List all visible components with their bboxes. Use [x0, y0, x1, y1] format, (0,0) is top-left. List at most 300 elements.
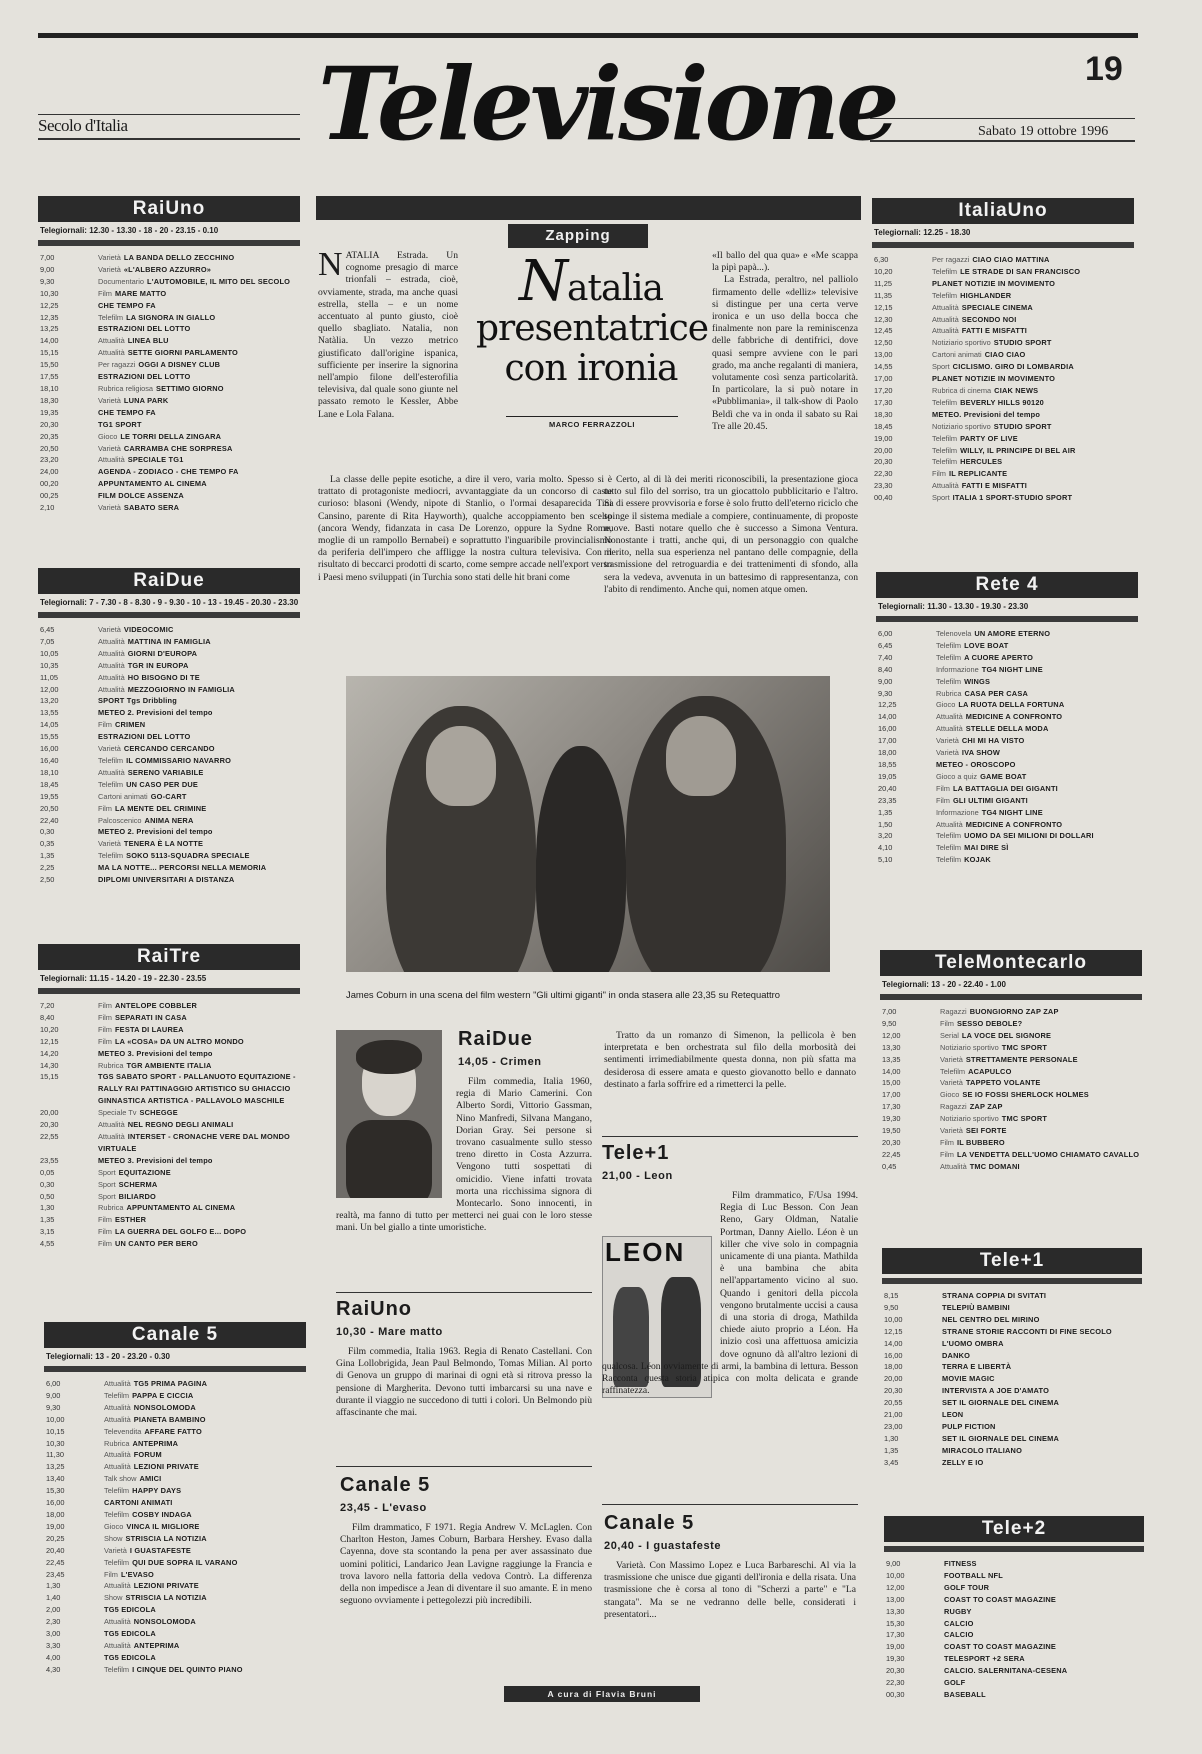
- program-title: Attualità ANTEPRIMA: [104, 1640, 180, 1650]
- program-time: 9,00: [40, 264, 55, 274]
- program-list: [872, 254, 1134, 504]
- program-row: [880, 1101, 1142, 1113]
- program-genre: Film: [940, 1018, 954, 1028]
- program-row: [872, 373, 1134, 385]
- program-title: Talk show AMICI: [104, 1474, 162, 1484]
- program-title: Televendita AFFARE FATTO: [104, 1426, 202, 1436]
- program-title: Attualità SETTE GIORNI PARLAMENTO: [98, 348, 238, 358]
- program-row: [38, 1238, 300, 1250]
- program-title: TERRA E LIBERTÀ: [942, 1362, 1012, 1372]
- program-time: 1,50: [878, 819, 893, 829]
- program-genre: Film: [940, 1149, 954, 1159]
- program-time: 9,00: [46, 1390, 61, 1400]
- program-title: METEO 2. Previsioni del tempo: [98, 827, 213, 837]
- program-genre: Varietà: [98, 839, 121, 849]
- program-row: [884, 1582, 1144, 1594]
- program-title: Sport EQUITAZIONE: [98, 1167, 171, 1177]
- program-title: Film ESTHER: [98, 1215, 147, 1225]
- program-title: INTERVISTA A JOE D'AMATO: [942, 1386, 1050, 1396]
- program-title: Attualità TMC DOMANI: [940, 1161, 1020, 1171]
- program-time: 17,00: [874, 374, 893, 384]
- program-time: 7,40: [878, 652, 893, 662]
- program-title: Speciale Tv SCHEGGE: [98, 1108, 178, 1118]
- review-slot: 14,05 - Crimen: [458, 1056, 542, 1068]
- article-column-1: [318, 246, 458, 421]
- program-row: [38, 1071, 300, 1107]
- program-genre: Attualità: [932, 302, 959, 312]
- program-list: [38, 252, 300, 514]
- program-time: 20,00: [40, 1108, 59, 1118]
- program-row: [44, 1569, 306, 1581]
- program-row: [38, 1131, 300, 1155]
- program-time: 3,45: [884, 1457, 899, 1467]
- program-title: Varietà LUNA PARK: [98, 395, 169, 405]
- program-row: [876, 676, 1138, 688]
- program-time: 12,50: [874, 338, 893, 348]
- program-genre: Gioco: [104, 1521, 124, 1531]
- article-text: Certo, al di là dei meriti riconoscibili, la presentazione gioca tutto sul filo del sorriso, tra un giocattolo pubblicitario e l'altro. Sa di essere provvisoria e forse è solo frutto dell'eterno riciclo che spinge il sistema mediale a compiere, continuamente, di proposte nuove. Basti notare quello che è successo a Simona Ventura. Nonostante i tratti, anche qui, di un personaggio con qualche merito, nella sua esperienza nel pantano delle compagnie, della trasmissione del retroguardia e dei trattenimenti di sfondo, alla sera la vedeva, avvenuta in un battesimo di rappresentanza, con l'abito di rendimento. Anche qui, nomen atque omen.: [604, 474, 858, 595]
- review-channel: Canale 5: [340, 1474, 431, 1496]
- program-genre: Attualità: [932, 314, 959, 324]
- program-time: 20,40: [46, 1545, 65, 1555]
- program-title: Attualità MATTINA IN FAMIGLIA: [98, 636, 211, 646]
- program-genre: Telefilm: [104, 1509, 130, 1519]
- program-row: [44, 1640, 306, 1652]
- channel-header: Tele+1: [882, 1248, 1142, 1274]
- program-genre: Notiziario sportivo: [940, 1114, 999, 1124]
- program-time: 23,30: [874, 481, 893, 491]
- program-title: Telefilm UN CASO PER DUE: [98, 779, 199, 789]
- program-title: Attualità SERENO VARIABILE: [98, 767, 204, 777]
- program-title: Film SEPARATI IN CASA: [98, 1012, 187, 1022]
- review-text-continued: Tratto da un romanzo di Simenon, la pellicola è ben interpretata e ben orchestrata sul filo della morbosità dei sentimenti irrimediabilmente questa donna, non più sfatta ma desiderosa di essere amata e questo giovanotto bello e dannato destinato a farla soffrire ed a rimetterci la pelle.: [604, 1030, 856, 1090]
- program-time: 17,20: [874, 385, 893, 395]
- program-time: 23,45: [46, 1569, 65, 1579]
- review-text: Film drammatico, F/Usa 1994. Regia di Luc Besson. Con Jean Reno, Gary Oldman, Natalie Portman, Danny Aiello. Léon è un killer che vive solo in compagnia unicamente di una pianta. Mathilda è una bambina che abita nell'appartamento vicino al suo. Quando i genitori della piccola vengono brutalmente uccisi a causa di una storia di droga, Mathilda chiede aiuto proprio a Léon. Ha inizio così una affettuosa amicizia dove ognuno dà all'altro lezioni di qualcosa. Léon ovviamente di armi, la bambina di lettura. Besson Racconta questa storia atipica con molta delicata e grande raffinatezza.: [602, 1190, 858, 1397]
- channel-telemontecarlo: [880, 950, 1142, 1173]
- divider: [38, 988, 300, 994]
- program-row: [876, 747, 1138, 759]
- program-title: Varietà IVA SHOW: [936, 748, 1001, 758]
- masthead-rule: [38, 138, 300, 140]
- program-row: [876, 688, 1138, 700]
- program-genre: Telefilm: [932, 445, 958, 455]
- program-title: Film LA BATTAGLIA DEI GIGANTI: [936, 783, 1058, 793]
- program-title: TG5 EDICOLA: [104, 1605, 156, 1615]
- program-title: Telefilm COSBY INDAGA: [104, 1509, 192, 1519]
- program-row: [880, 1113, 1142, 1125]
- program-title: METEO 3. Previsioni del tempo: [98, 1155, 213, 1165]
- program-time: 10,00: [886, 1570, 905, 1580]
- program-genre: Serial: [940, 1030, 959, 1040]
- program-row: [872, 325, 1134, 337]
- program-genre: Film: [932, 469, 946, 479]
- program-time: 15,00: [882, 1078, 901, 1088]
- program-row: [884, 1570, 1144, 1582]
- program-time: 15,15: [40, 348, 59, 358]
- program-time: 13,00: [886, 1594, 905, 1604]
- program-title: Film LA MENTE DEL CRIMINE: [98, 803, 207, 813]
- divider: [38, 240, 300, 246]
- program-title: TELEPIÙ BAMBINI: [942, 1302, 1010, 1312]
- program-time: 19,00: [886, 1642, 905, 1652]
- program-row: [44, 1652, 306, 1664]
- program-title: Ragazzi ZAP ZAP: [940, 1102, 1003, 1112]
- program-title: Telefilm KOJAK: [936, 855, 991, 865]
- review-slot: 21,00 - Leon: [602, 1170, 673, 1182]
- program-title: METEO - OROSCOPO: [936, 759, 1016, 769]
- program-title: Telefilm LOVE BOAT: [936, 640, 1009, 650]
- program-row: [44, 1461, 306, 1473]
- program-time: 17,55: [40, 372, 59, 382]
- channel-raiuno: [38, 196, 300, 514]
- program-time: 11,25: [874, 278, 892, 288]
- issue-date: Sabato 19 ottobre 1996: [978, 124, 1109, 139]
- program-title: Show STRISCIA LA NOTIZIA: [104, 1593, 207, 1603]
- program-title: Attualità INTERSET - CRONACHE VERE DAL MONDO VIRTUALE: [98, 1131, 291, 1153]
- program-time: 00,25: [40, 491, 59, 501]
- program-row: [872, 397, 1134, 409]
- review-slot: 23,45 - L'evaso: [340, 1502, 427, 1514]
- program-row: [38, 660, 300, 672]
- program-genre: Film: [936, 783, 950, 793]
- program-title: PULP FICTION: [942, 1421, 996, 1431]
- program-time: 22,40: [40, 815, 59, 825]
- program-time: 0,30: [40, 827, 55, 837]
- program-title: Telenovela UN AMORE ETERNO: [936, 629, 1051, 638]
- divider: [602, 1136, 858, 1137]
- program-row: [38, 826, 300, 838]
- program-row: [872, 385, 1134, 397]
- program-genre: Varietà: [936, 736, 959, 746]
- channel-italiauno: [872, 198, 1134, 504]
- program-row: [44, 1390, 306, 1402]
- program-genre: Telefilm: [104, 1390, 130, 1400]
- program-time: 13,30: [886, 1606, 905, 1616]
- program-time: 15,55: [40, 732, 59, 742]
- program-title: PLANET NOTIZIE IN MOVIMENTO: [932, 374, 1056, 384]
- masthead-rule: [870, 140, 1135, 142]
- program-title: Telefilm BEVERLY HILLS 90120: [932, 397, 1044, 407]
- program-title: Film SESSO DEBOLE?: [940, 1018, 1023, 1028]
- program-row: [38, 1167, 300, 1179]
- program-title: Telefilm HIGHLANDER: [932, 290, 1012, 300]
- article-text: La classe delle pepite esotiche, a dire il vero, varia molto. Spesso si è trattato di protagoniste mediocri, avvantaggiate da un concorso di caste curioso: blasoni (Wendy, nipote di Stanlio, o l'ormai desaparecida Tini Cansino, parente di Rita Hayworth), qualche accoppiamento ben scelto (ancora Wendy, fidanzata in casa De Lorenzo, oppure la Sydne Rome, moglie di un rampollo Bernabei) e soprattutto l'inguaribile provincialismo da periferia dell'impero che affligge la nostra cultura televisiva. Con il risultato di beccarci prodotti di scarto, come sempre accade nell'export verso i Paesi meno sviluppati (in Turchia sono stati delle hit brani come: [318, 474, 612, 583]
- program-genre: Telefilm: [936, 831, 962, 841]
- program-time: 19,55: [40, 791, 59, 801]
- headline-line: presentatrice: [476, 308, 709, 349]
- divider: [602, 1504, 858, 1505]
- program-genre: Telefilm: [936, 640, 962, 650]
- program-title: MA LA NOTTE... PERCORSI NELLA MEMORIA: [98, 863, 267, 873]
- program-time: 10,20: [40, 1024, 59, 1034]
- program-time: 17,30: [882, 1102, 901, 1112]
- program-genre: Attualità: [104, 1462, 131, 1472]
- divider: [882, 1278, 1142, 1284]
- program-title: Sport SCHERMA: [98, 1179, 158, 1189]
- program-time: 12,25: [40, 300, 59, 310]
- program-row: [38, 719, 300, 731]
- program-title: Attualità FATTI E MISFATTI: [932, 326, 1028, 336]
- program-title: Rubrica di cinema CIAK NEWS: [932, 385, 1039, 395]
- article-column-4: [604, 474, 858, 596]
- program-title: Notiziario sportivo TMC SPORT: [940, 1042, 1048, 1052]
- program-time: 9,00: [886, 1559, 901, 1568]
- program-row: [872, 492, 1134, 504]
- program-row: [44, 1545, 306, 1557]
- program-row: [876, 783, 1138, 795]
- program-title: Film IL BUBBERO: [940, 1137, 1005, 1147]
- program-row: [38, 695, 300, 707]
- program-genre: Film: [98, 1024, 112, 1034]
- program-genre: Telefilm: [936, 676, 962, 686]
- program-row: [38, 383, 300, 395]
- paper-name: Secolo d'Italia: [38, 116, 128, 135]
- program-time: 20,30: [40, 1120, 59, 1130]
- program-genre: Documentario: [98, 276, 145, 286]
- program-title: TG1 SPORT: [98, 419, 142, 429]
- program-time: 8,15: [884, 1291, 899, 1300]
- program-row: [876, 723, 1138, 735]
- program-time: 20,25: [46, 1533, 65, 1543]
- program-time: 18,45: [40, 779, 59, 789]
- program-title: Telefilm WILLY, IL PRINCIPE DI BEL AIR: [932, 445, 1076, 455]
- review-slot: 10,30 - Mare matto: [336, 1326, 443, 1338]
- program-genre: Telefilm: [932, 433, 958, 443]
- program-title: Telefilm QUI DUE SOPRA IL VARANO: [104, 1557, 238, 1567]
- program-time: 10,20: [874, 266, 893, 276]
- program-title: Telefilm MAI DIRE SÌ: [936, 843, 1009, 853]
- program-time: 17,30: [874, 397, 893, 407]
- channel-header: RaiDue: [38, 568, 300, 594]
- program-time: 12,15: [874, 302, 893, 312]
- program-row: [38, 731, 300, 743]
- program-row: [882, 1290, 1142, 1302]
- program-time: 18,30: [40, 395, 59, 405]
- program-title: Telefilm UOMO DA SEI MILIONI DI DOLLARI: [936, 831, 1094, 841]
- program-row: [44, 1592, 306, 1604]
- dropcap: N: [318, 246, 343, 283]
- program-title: APPUNTAMENTO AL CINEMA: [98, 479, 207, 489]
- program-row: [882, 1397, 1142, 1409]
- program-title: Attualità NEL REGNO DEGLI ANIMALI: [98, 1120, 234, 1130]
- program-row: [44, 1509, 306, 1521]
- program-title: Notiziario sportivo STUDIO SPORT: [932, 421, 1052, 431]
- program-time: 13,55: [40, 708, 59, 718]
- program-time: 24,00: [40, 467, 59, 477]
- program-list: [884, 1558, 1144, 1701]
- program-time: 12,30: [874, 314, 893, 324]
- program-time: 6,00: [878, 629, 893, 638]
- program-title: Attualità GIORNI D'EUROPA: [98, 648, 198, 658]
- program-title: Attualità SECONDO NOI: [932, 314, 1017, 324]
- program-time: 7,20: [40, 1001, 55, 1010]
- program-row: [38, 276, 300, 288]
- program-title: CALCIO: [944, 1630, 974, 1640]
- program-row: [44, 1438, 306, 1450]
- channel-canale5: [44, 1322, 306, 1676]
- news-times: Telegiornali: 13 - 20 - 23.20 - 0.30: [46, 1352, 170, 1361]
- program-genre: Film: [98, 803, 112, 813]
- program-time: 12,25: [878, 700, 897, 710]
- program-time: 6,30: [874, 255, 889, 264]
- program-time: 1,30: [884, 1433, 899, 1443]
- program-row: [884, 1594, 1144, 1606]
- program-row: [876, 652, 1138, 664]
- program-row: [38, 862, 300, 874]
- program-time: 20,35: [40, 431, 59, 441]
- program-row: [884, 1677, 1144, 1689]
- program-genre: Televendita: [104, 1426, 142, 1436]
- program-title: Telefilm A CUORE APERTO: [936, 652, 1034, 662]
- program-time: 8,40: [878, 664, 893, 674]
- program-time: 12,45: [874, 326, 893, 336]
- program-title: Film GLI ULTIMI GIGANTI: [936, 795, 1028, 805]
- program-genre: Telefilm: [936, 843, 962, 853]
- program-time: 13,25: [40, 324, 59, 334]
- program-title: Varietà «L'ALBERO AZZURRO»: [98, 264, 212, 274]
- program-title: FOOTBALL NFL: [944, 1570, 1003, 1580]
- program-title: AGENDA - ZODIACO - CHE TEMPO FA: [98, 467, 239, 477]
- program-genre: Show: [104, 1533, 123, 1543]
- program-row: [38, 672, 300, 684]
- program-row: [38, 407, 300, 419]
- program-row: [44, 1664, 306, 1676]
- program-genre: Film: [98, 288, 112, 298]
- program-row: [44, 1426, 306, 1438]
- program-row: [44, 1628, 306, 1640]
- masthead-rule: [38, 114, 300, 115]
- program-genre: Film: [98, 1012, 112, 1022]
- program-row: [38, 1214, 300, 1226]
- program-genre: Ragazzi: [940, 1102, 967, 1112]
- program-time: 13,40: [46, 1474, 65, 1484]
- program-title: COAST TO COAST MAGAZINE: [944, 1594, 1057, 1604]
- program-genre: Sport: [98, 1179, 116, 1189]
- program-title: Attualità LEZIONI PRIVATE: [104, 1581, 199, 1591]
- review-text: Film drammatico, F 1971. Regia Andrew V. McLaglen. Con Charlton Heston, James Coburn, Barbara Hershey. Evaso dalla Cayenna, dove sta scontando la pena per aver assassinato due uomini politici, Landarico Jean Lavigne raggiunge la Francia e trova lavoro nella fattoria della vedova Contrò. La differenza della non impedisce a Jean di diventare il suo amante. E in meno seguono ovviamente i pettegolezzi più incredibili.: [340, 1522, 592, 1607]
- program-time: 3,15: [40, 1227, 55, 1237]
- channel-teleplus1: [882, 1248, 1142, 1469]
- program-time: 00,20: [40, 479, 59, 489]
- program-title: Per ragazzi CIAO CIAO MATTINA: [932, 255, 1050, 264]
- program-time: 0,50: [40, 1191, 55, 1201]
- program-row: [44, 1616, 306, 1628]
- program-row: [876, 795, 1138, 807]
- program-genre: Telefilm: [98, 312, 124, 322]
- program-title: FILM DOLCE ASSENZA: [98, 491, 184, 501]
- program-row: [38, 252, 300, 264]
- program-time: 00,30: [886, 1689, 905, 1699]
- program-time: 14,00: [40, 336, 59, 346]
- program-time: 16,00: [884, 1350, 903, 1360]
- program-time: 14,00: [884, 1338, 903, 1348]
- divider: [872, 242, 1134, 248]
- program-time: 7,00: [40, 253, 55, 262]
- program-row: [44, 1497, 306, 1509]
- program-title: STRANA COPPIA DI SVITATI: [942, 1291, 1047, 1300]
- top-rule: [38, 33, 1138, 38]
- program-title: METEO 2. Previsioni del tempo: [98, 708, 213, 718]
- review-text: Varietà. Con Massimo Lopez e Luca Barbareschi. Al via la trasmissione che unisce due giganti dell'ironia e della risata. Una trasmissione che è corsa al tono di "Scherzi a parte" e "La stangata". Ma se ne vedranno delle belle, considerati i presentatori...: [604, 1560, 856, 1620]
- program-title: Gioco LE TORRI DELLA ZINGARA: [98, 431, 222, 441]
- program-row: [880, 1030, 1142, 1042]
- program-title: Sport ITALIA 1 SPORT-STUDIO SPORT: [932, 493, 1073, 503]
- program-row: [38, 803, 300, 815]
- program-genre: Sport: [98, 1167, 116, 1177]
- program-row: [884, 1618, 1144, 1630]
- review-slot: 20,40 - I guastafeste: [604, 1540, 722, 1552]
- program-title: DIPLOMI UNIVERSITARI A DISTANZA: [98, 875, 235, 885]
- program-genre: Rubrica: [98, 1203, 124, 1213]
- program-title: Attualità MEDICINE A CONFRONTO: [936, 712, 1063, 722]
- program-genre: Telefilm: [932, 266, 958, 276]
- program-title: METEO 3. Previsioni del tempo: [98, 1048, 213, 1058]
- program-time: 00,40: [874, 493, 893, 503]
- program-genre: Telefilm: [932, 457, 958, 467]
- program-title: Attualità NONSOLOMODA: [104, 1617, 196, 1627]
- program-row: [38, 431, 300, 443]
- program-genre: Varietà: [98, 395, 121, 405]
- program-time: 9,00: [878, 676, 893, 686]
- program-time: 8,40: [40, 1012, 55, 1022]
- program-title: Film IL REPLICANTE: [932, 469, 1008, 479]
- program-row: [38, 1048, 300, 1060]
- program-title: Gioco VINCA IL MIGLIORE: [104, 1521, 200, 1531]
- program-time: 20,00: [874, 445, 893, 455]
- program-row: [38, 395, 300, 407]
- program-genre: Talk show: [104, 1474, 137, 1484]
- program-genre: Telefilm: [936, 855, 962, 865]
- program-row: [876, 830, 1138, 842]
- program-title: Rubrica APPUNTAMENTO AL CINEMA: [98, 1203, 236, 1213]
- program-title: LEON: [942, 1410, 964, 1420]
- program-time: 1,30: [40, 1203, 55, 1213]
- program-row: [872, 480, 1134, 492]
- program-row: [880, 1125, 1142, 1137]
- program-row: [872, 433, 1134, 445]
- program-time: 23,00: [884, 1421, 903, 1431]
- program-row: [44, 1521, 306, 1533]
- program-genre: Informazione: [936, 664, 979, 674]
- program-row: [882, 1409, 1142, 1421]
- program-row: [876, 819, 1138, 831]
- program-title: Varietà CERCANDO CERCANDO: [98, 744, 215, 754]
- program-row: [876, 664, 1138, 676]
- program-row: [880, 1161, 1142, 1173]
- program-title: TELESPORT +2 SERA: [944, 1654, 1025, 1664]
- program-genre: Gioco: [98, 431, 118, 441]
- program-time: 3,00: [46, 1629, 61, 1639]
- program-title: ZELLY E IO: [942, 1457, 984, 1467]
- program-time: 20,50: [40, 443, 59, 453]
- program-genre: Telefilm: [104, 1486, 130, 1496]
- program-row: [882, 1373, 1142, 1385]
- program-title: Telefilm LA SIGNORA IN GIALLO: [98, 312, 216, 322]
- program-genre: Film: [98, 1036, 112, 1046]
- program-genre: Attualità: [936, 724, 963, 734]
- program-row: [38, 419, 300, 431]
- program-title: CALCIO. SALERNITANA-CESENA: [944, 1666, 1068, 1676]
- channel-raitre: [38, 944, 300, 1250]
- program-time: 10,35: [40, 660, 59, 670]
- program-genre: Attualità: [936, 712, 963, 722]
- program-genre: Show: [104, 1593, 123, 1603]
- program-time: 14,30: [40, 1060, 59, 1070]
- program-row: [882, 1433, 1142, 1445]
- program-genre: Gioco a quiz: [936, 771, 978, 781]
- divider: [44, 1366, 306, 1372]
